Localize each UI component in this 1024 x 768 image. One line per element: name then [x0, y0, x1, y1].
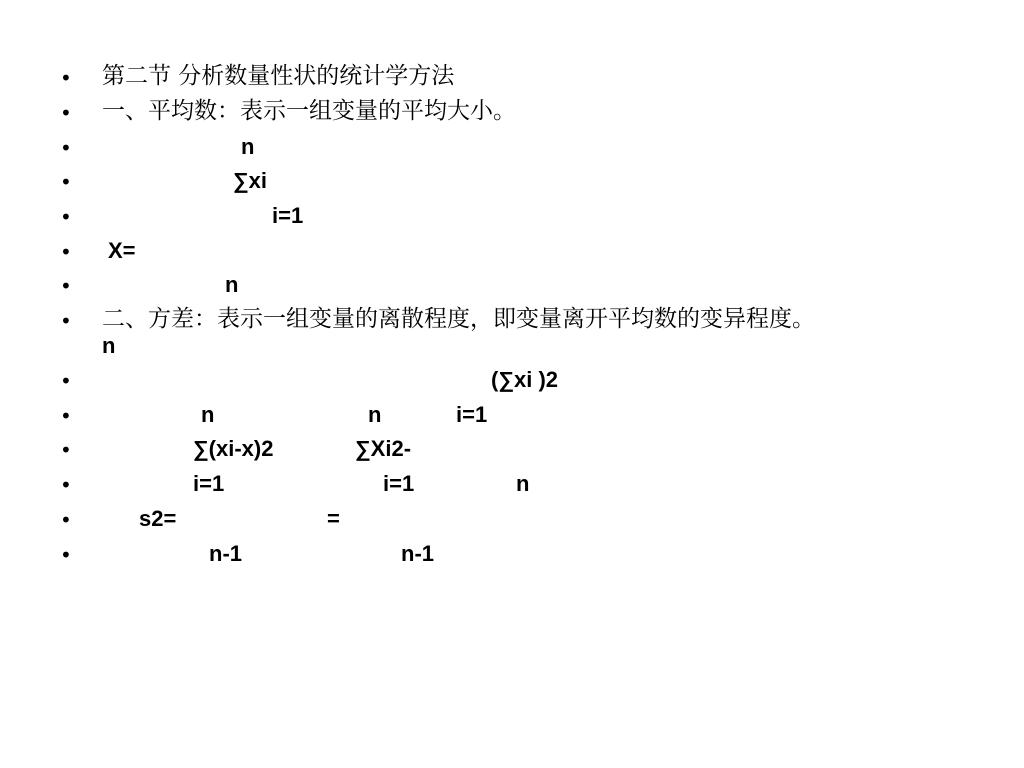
bullet: • — [60, 404, 72, 428]
var-upper-limit-1: n — [201, 402, 215, 427]
bullet: • — [60, 170, 72, 194]
bullet: • — [60, 473, 72, 497]
mean-sum-sigma: ∑xi — [233, 168, 268, 193]
var-equals: = — [327, 506, 340, 531]
bullet: • — [60, 438, 72, 462]
var-lower-limit-1: i=1 — [193, 471, 225, 496]
mean-lhs: X= — [108, 238, 136, 263]
bullet: • — [60, 508, 72, 532]
var-inner-denominator: n — [516, 471, 530, 496]
var-denominator-1: n-1 — [209, 541, 242, 566]
mean-sum-upper-limit: n — [241, 134, 255, 159]
var-lhs: s2= — [139, 506, 177, 531]
variance-heading-wrap: n — [102, 333, 116, 358]
bullet: • — [60, 369, 72, 393]
mean-sum-lower-limit: i=1 — [272, 203, 304, 228]
var-lower-limit-2: i=1 — [383, 471, 415, 496]
mean-denominator: n — [225, 272, 239, 297]
var-sum-squares: ∑Xi2- — [355, 436, 412, 461]
bullet: • — [60, 101, 72, 125]
bullet: • — [60, 274, 72, 298]
bullet: • — [60, 205, 72, 229]
variance-heading: 二、方差：表示一组变量的离散程度，即变量离开平均数的变异程度。 — [102, 306, 815, 332]
bullet: • — [60, 66, 72, 90]
section-title: 第二节 分析数量性状的统计学方法 — [102, 63, 455, 89]
var-denominator-2: n-1 — [401, 541, 434, 566]
var-squared-sum: (∑xi )2 — [491, 367, 559, 392]
bullet: • — [60, 543, 72, 567]
bullet: • — [60, 136, 72, 160]
bullet: • — [60, 309, 72, 333]
var-upper-limit-2: n — [368, 402, 382, 427]
var-lower-limit-top: i=1 — [456, 402, 488, 427]
var-sum-deviation: ∑(xi-x)2 — [193, 436, 274, 461]
bullet: • — [60, 240, 72, 264]
mean-heading: 一、平均数：表示一组变量的平均大小。 — [102, 98, 516, 124]
